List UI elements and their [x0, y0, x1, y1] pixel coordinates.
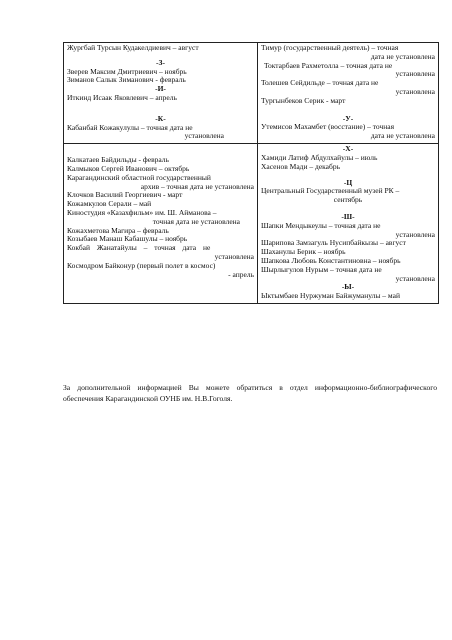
list-item-continuation: установлена: [184, 131, 224, 141]
list-item: Кожамкулов Серали – май: [67, 199, 152, 209]
list-item: Шапки Мендыкеулы – точная дата не: [261, 220, 381, 230]
table-cell-right: [258, 144, 439, 304]
list-item: Тургынбеков Серик - март: [261, 95, 346, 105]
list-item: Толешев Сейдильде – точная дата не: [261, 78, 379, 88]
contact-note: За дополнительной информацией Вы можете обратиться в отдел информационно-библиографического обеспечения Карагандинской ОУНБ им. Н.В.Гоголя.: [63, 383, 437, 403]
list-item: Центральный Государственный музей РК –: [261, 186, 400, 196]
list-item-continuation: установлена: [214, 251, 254, 261]
list-item: Иткинд Исаак Яковлевич – апрель: [67, 92, 177, 102]
list-item-continuation: архив – точная дата не установлена: [140, 181, 254, 191]
list-item-continuation: точная дата не установлена: [152, 216, 240, 226]
letter-header: -У-: [342, 113, 354, 123]
list-item: Калмыков Сергей Иванович – октябрь: [67, 163, 190, 173]
list-item-continuation: дата не установлена: [370, 131, 435, 141]
list-item: Зверев Максим Дмитриевич – ноябрь: [67, 66, 187, 76]
list-item: Ыктымбаев Нуржуман Байжуманулы – май: [261, 291, 400, 301]
letter-header: -К-: [155, 113, 166, 123]
list-item: Хамиди Латиф Абдулхайулы – июль: [261, 152, 378, 162]
list-item: Калкатаев Байдильды - февраль: [67, 155, 169, 165]
list-item: Кабанбай Кожакулулы – точная дата не: [67, 122, 193, 132]
list-item-continuation: - апрель: [228, 269, 254, 279]
list-item: Карагандинский областной государственный: [67, 172, 211, 182]
list-item: Кожахметова Магира – февраль: [67, 225, 169, 235]
list-item: Зиманов Салык Зиманович - февраль: [67, 75, 186, 85]
list-item: Козыбаев Манаш Кабашулы – ноябрь: [67, 234, 188, 244]
list-item: Жургбай Турсын Кудакелдиевич – август: [67, 43, 199, 52]
list-item: Космодром Байконур (первый полет в космос): [67, 260, 216, 270]
table-cell-left: [64, 144, 258, 304]
list-item-continuation: установлена: [395, 229, 435, 239]
table-cell-right: [258, 43, 439, 144]
dates-table: [63, 42, 439, 304]
list-item: Шарипова Замзагуль Нусипбайкызы – август: [261, 238, 406, 248]
list-item: Шаханулы Берик – ноябрь: [261, 247, 346, 257]
list-item: Шырлыгулов Нурым – точная дата не: [261, 264, 382, 274]
list-item-continuation: установлена: [395, 273, 435, 283]
letter-header: -З-: [156, 57, 165, 67]
letter-header: -Ы-: [341, 282, 355, 292]
list-item: Киностудия «Казахфильм» им. Ш. Айманова –: [67, 207, 217, 217]
table-row: [64, 144, 439, 304]
list-item: Шапкова Любовь Константиновна – ноябрь: [261, 255, 401, 265]
list-item: Токтарбаев Рахметолла – точная дата не: [264, 60, 393, 70]
list-item: Клочков Василий Георгиевич - март: [67, 190, 183, 200]
list-item: Хасенов Мади – декабрь: [261, 161, 340, 171]
list-item-continuation: установлена: [395, 69, 435, 79]
table-cell-left: [64, 43, 258, 144]
letter-header: -И-: [155, 84, 166, 94]
list-item: Утемисов Махамбет (восстание) – точная: [261, 122, 395, 132]
letter-header: -Х-: [342, 144, 354, 154]
list-item-continuation: дата не установлена: [370, 51, 435, 61]
letter-header: -Ш-: [341, 211, 355, 221]
list-item-continuation: установлена: [395, 86, 435, 96]
letter-header: -Ц: [343, 177, 353, 187]
table-row: [64, 43, 439, 144]
list-item: Кокбай Жанатайулы – точная дата не: [67, 243, 211, 253]
list-item-continuation: сентябрь: [333, 195, 363, 205]
list-item: Тимур (государственный деятель) – точная: [261, 43, 399, 52]
